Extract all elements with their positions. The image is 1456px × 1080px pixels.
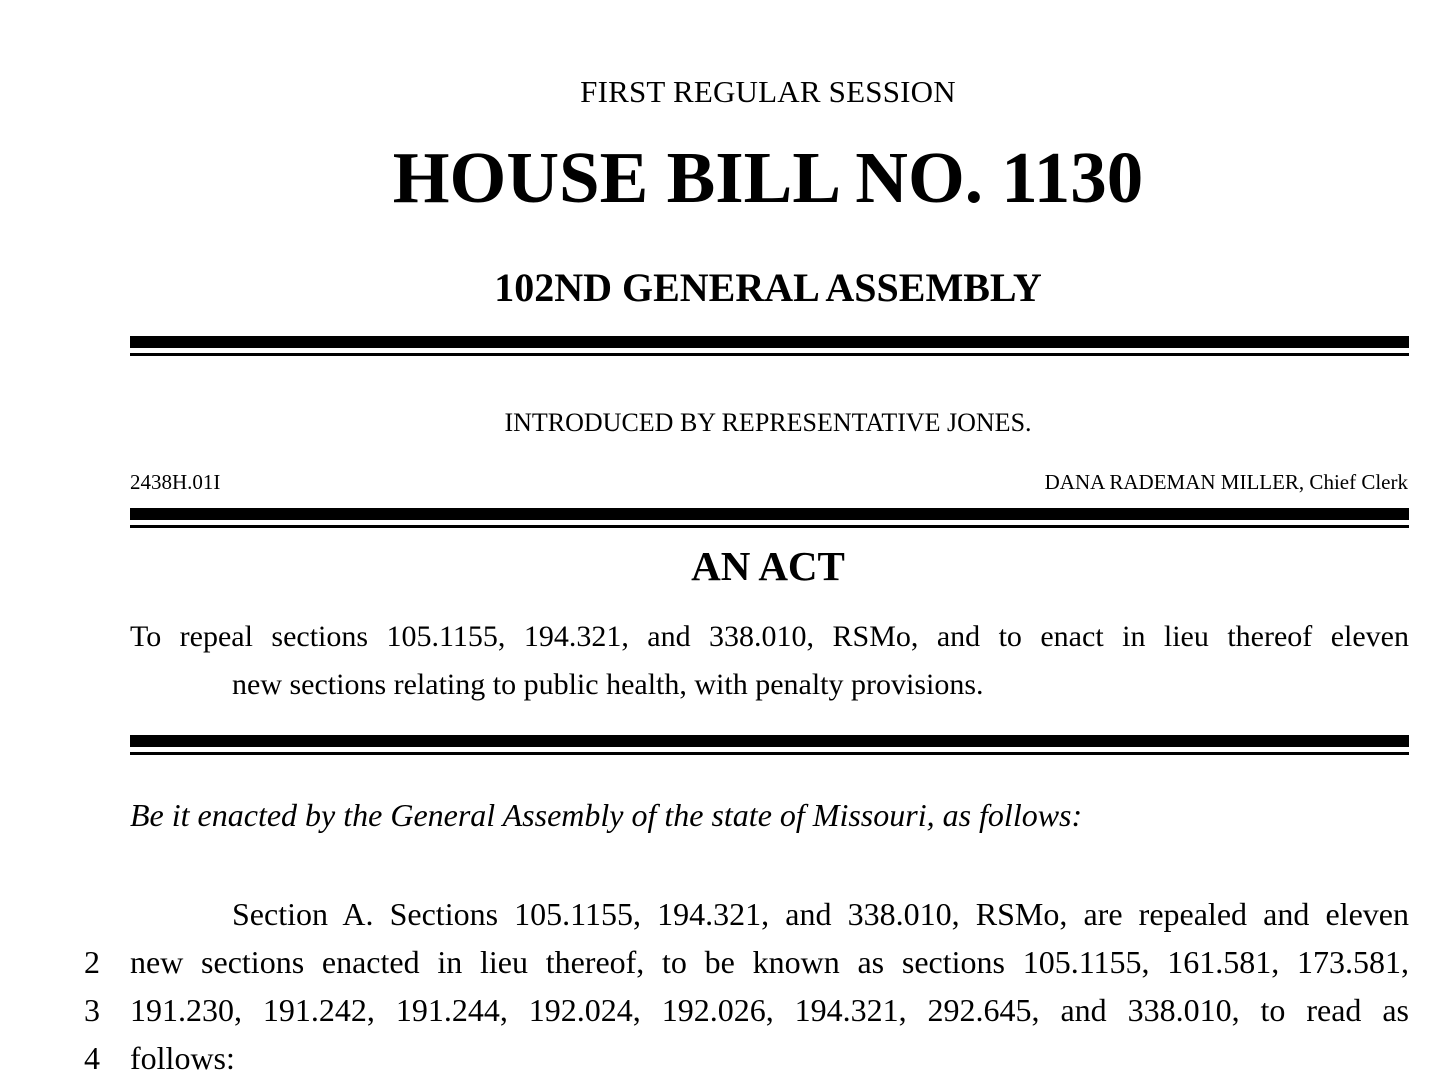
- line-number: 2: [84, 944, 100, 980]
- act-title-line-1: To repeal sections 105.1155, 194.321, and 338.010, RSMo, and to enact in lieu thereof eleven: [130, 620, 1409, 653]
- act-heading: AN ACT: [691, 543, 845, 589]
- rule-thick: [130, 508, 1409, 520]
- rule-thin: [130, 525, 1409, 528]
- double-rule-middle: [130, 508, 1409, 528]
- assembly-label: 102ND GENERAL ASSEMBLY: [494, 265, 1042, 310]
- chief-clerk: DANA RADEMAN MILLER, Chief Clerk: [1044, 470, 1408, 494]
- line-number: 3: [84, 992, 100, 1028]
- introduced-by: INTRODUCED BY REPRESENTATIVE JONES.: [504, 408, 1032, 437]
- act-title-line-2: new sections relating to public health, with penalty provisions.: [232, 668, 984, 701]
- rule-thin: [130, 752, 1409, 755]
- rule-thick: [130, 336, 1409, 348]
- double-rule-bottom: [130, 735, 1409, 755]
- line-number: 4: [84, 1040, 100, 1076]
- body-line-3: 191.230, 191.242, 191.244, 192.024, 192.026, 194.321, 292.645, and 338.010, to read as: [130, 992, 1409, 1028]
- enacting-clause: Be it enacted by the General Assembly of the state of Missouri, as follows:: [130, 797, 1083, 833]
- bill-title: HOUSE BILL NO. 1130: [392, 137, 1144, 218]
- session-label: FIRST REGULAR SESSION: [580, 74, 956, 109]
- document-id: 2438H.01I: [130, 470, 221, 494]
- double-rule-top: [130, 336, 1409, 356]
- body-line-4: follows:: [130, 1040, 235, 1076]
- body-line-2: new sections enacted in lieu thereof, to be known as sections 105.1155, 161.581, 173.581,: [130, 944, 1409, 980]
- rule-thin: [130, 353, 1409, 356]
- body-line-1: Section A. Sections 105.1155, 194.321, and 338.010, RSMo, are repealed and eleven: [232, 896, 1409, 932]
- rule-thick: [130, 735, 1409, 747]
